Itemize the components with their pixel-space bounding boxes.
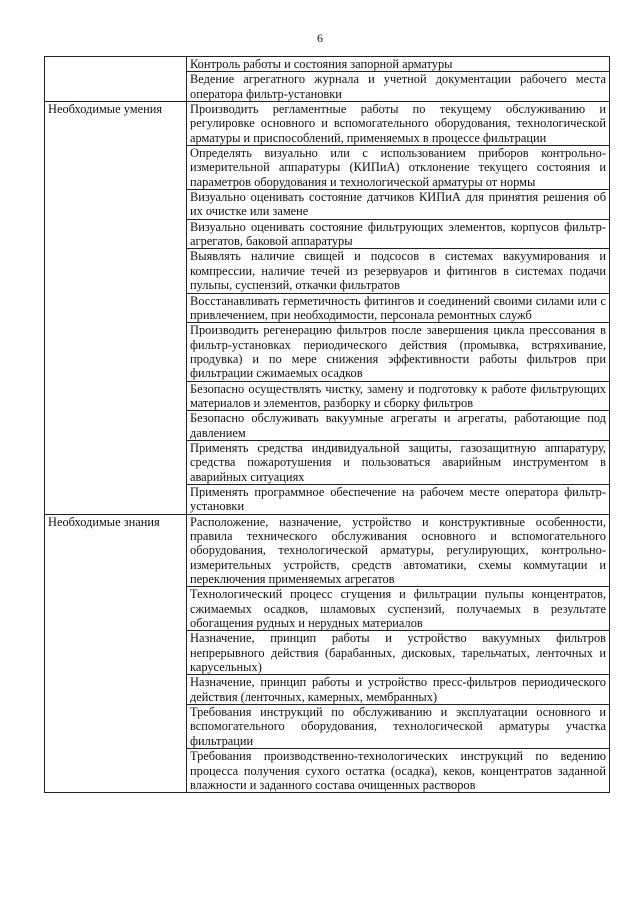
table-row [45, 514, 610, 587]
requirement-cell: Производить регламентные работы по текущему обслуживанию и регулировке основного и вспомогательного оборудования, технологической арматуры и приспособлений, применяемых в процессе фильтрации [187, 102, 610, 146]
page-number: 6 [317, 31, 323, 45]
requirement-cell: Безопасно обслуживать вакуумные агрегаты и агрегаты, работающие под давлением [187, 411, 610, 441]
requirement-cell: Назначение, принцип работы и устройство вакуумных фильтров непрерывного действия (барабанных, дисковых, тарельчатых, ленточных и карусельных) [187, 631, 610, 675]
row-group-label: Необходимые знания [45, 514, 187, 793]
requirement-cell: Применять программное обеспечение на рабочем месте оператора фильтр-установки [187, 484, 610, 514]
requirement-cell: Безопасно осуществлять чистку, замену и подготовку к работе фильтрующих материалов и элементов, разборку и сборку фильтров [187, 381, 610, 411]
requirement-cell: Восстанавливать герметичность фитингов и соединений своими силами или с привлечением, при необходимости, персонала ремонтных служб [187, 293, 610, 323]
requirement-cell: Определять визуально или с использованием приборов контрольно-измерительной аппаратуры (КИПиА) отклонение текущего состояния и параметров оборудования и технологической арматуры от нормы [187, 146, 610, 190]
requirement-cell: Производить регенерацию фильтров после завершения цикла прессования в фильтр-установках периодического действия (промывка, встряхивание, продувка) и по мере снижения эффективности работы фильтров при фильтрации сжимаемых осадков [187, 323, 610, 381]
requirement-cell: Применять средства индивидуальной защиты, газозащитную аппаратуру, средства пожаротушения и пользоваться аварийным инструментом в аварийных ситуациях [187, 440, 610, 484]
requirement-cell: Требования производственно-технологических инструкций по ведению процесса получения сухого остатка (осадка), кеков, концентратов заданной влажности и заданного состава очищенных растворов [187, 749, 610, 793]
table-row [45, 57, 610, 72]
requirement-cell: Выявлять наличие свищей и подсосов в системах вакуумирования и компрессии, наличие течей из резервуаров и фитингов в системах подачи пульпы, суспензий, откачки фильтратов [187, 249, 610, 293]
requirement-cell: Визуально оценивать состояние датчиков КИПиА для принятия решения об их очистке или замене [187, 190, 610, 220]
requirement-cell: Контроль работы и состояния запорной арматуры [187, 57, 610, 72]
requirement-cell: Расположение, назначение, устройство и конструктивные особенности, правила технического обслуживания основного и вспомогательного оборудования, технологической арматуры, регулирующих, контрольно-измерительных устройств, средств автоматики, схемы коммутации и переключения применяемых агрегатов [187, 514, 610, 587]
requirement-cell: Ведение агрегатного журнала и учетной документации рабочего места оператора фильтр-установки [187, 72, 610, 102]
row-group-label: Необходимые умения [45, 102, 187, 515]
row-group-label [45, 57, 187, 102]
requirement-cell: Технологический процесс сгущения и фильтрации пульпы концентратов, сжимаемых осадков, шламовых суспензий, получаемых в результате обогащения рудных и нерудных материалов [187, 587, 610, 631]
requirement-cell: Назначение, принцип работы и устройство пресс-фильтров периодического действия (ленточных, камерных, мембранных) [187, 675, 610, 705]
requirement-cell: Требования инструкций по обслуживанию и эксплуатации основного и вспомогательного оборудования, технологической арматуры участка фильтрации [187, 705, 610, 749]
table-row [45, 102, 610, 146]
requirement-cell: Визуально оценивать состояние фильтрующих элементов, корпусов фильтр-агрегатов, баковой аппаратуры [187, 219, 610, 249]
competency-table [44, 56, 610, 793]
